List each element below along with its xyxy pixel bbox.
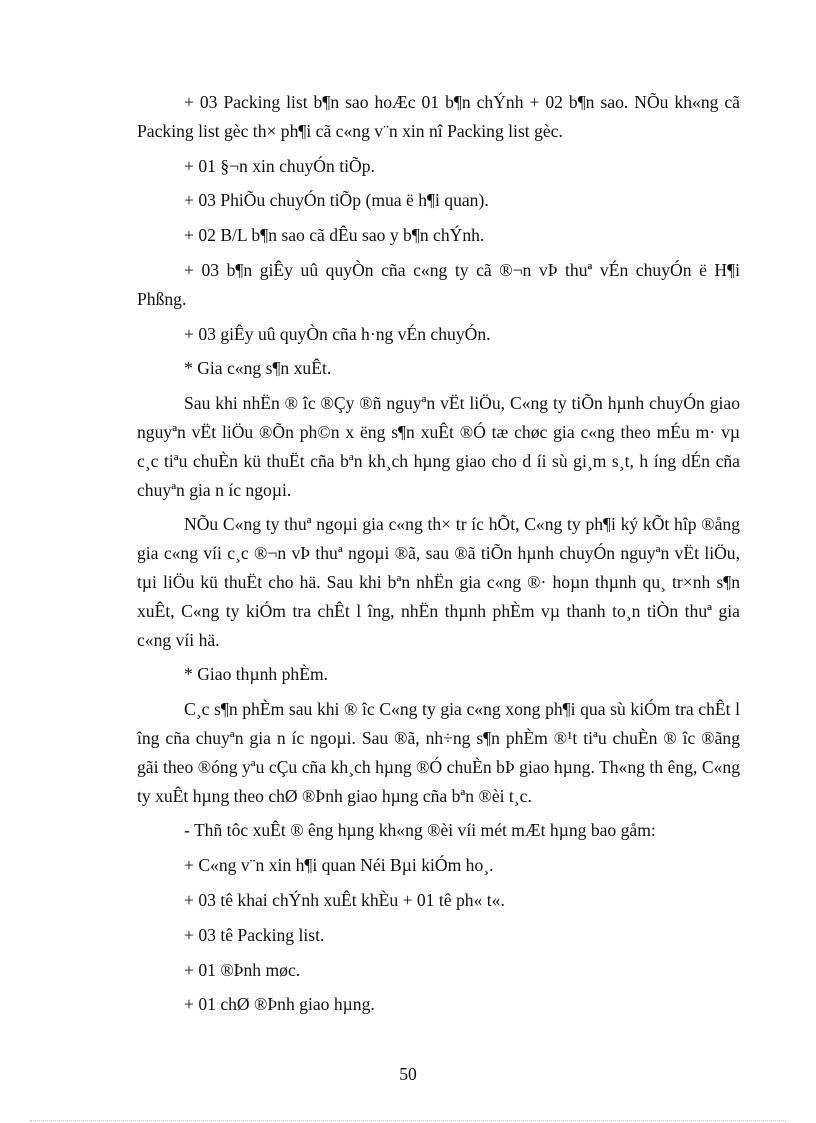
- list-item-export-declaration: + 03 tê khai chÝnh xuÊt khÈu + 01 tê ph« t«.: [184, 889, 505, 910]
- paragraph-bill-of-lading: + 02 B/L b¶n sao cã dÊu sao y b¶n chÝnh.: [184, 225, 485, 246]
- heading-product-delivery: * Giao thµnh phÈm.: [184, 664, 329, 685]
- document-body: [137, 88, 740, 1025]
- list-item-norm: + 01 ®Þnh møc.: [184, 959, 301, 980]
- heading-processing-production: * Gia c«ng s¶n xuÊt.: [184, 358, 332, 379]
- paragraph-transfer-voucher: + 03 PhiÕu chuyÓn tiÕp (mua ë h¶i quan).: [184, 190, 489, 211]
- page-number: 50: [399, 1064, 417, 1084]
- list-item-packing-list: + 03 tê Packing list.: [184, 924, 325, 945]
- list-item-delivery-instruction: + 01 chØ ®Þnh giao hµng.: [184, 994, 375, 1015]
- paragraph-transfer-application: + 01 §¬n xin chuyÓn tiÕp.: [184, 155, 375, 176]
- paragraph-materials-transfer: Sau khi nhËn ® îc ®Çy ®ñ nguyªn vËt liÖu, C«ng ty tiÕn hµnh chuyÓn giao nguyªn vËt liÖu ®Õn ph©n x ëng s¶n xuÊt ®Ó tæ chøc gia c«ng theo mÉu m· vµ c¸c tiªu chuÈn kü thuËt cña bªn kh¸ch hµng giao cho d íi sù gi¸m s¸t, h íng dÉn cña chuyªn gia n íc ngoµi.: [137, 393, 740, 500]
- paragraph-company-authorization: + 03 b¶n giÊy uû quyÒn cña c«ng ty cã ®¬n vÞ thuª vÉn chuyÓn ë H¶i Phßng.: [137, 259, 740, 309]
- list-item-customs-request: + C«ng v¨n xin h¶i quan Néi Bµi kiÓm ho¸.: [184, 855, 494, 876]
- footer-divider: [30, 1120, 786, 1121]
- paragraph-quality-inspection: C¸c s¶n phÈm sau khi ® îc C«ng ty gia c«ng xong ph¶i qua sù kiÓm tra chÊt l îng cña chuyªn gia n íc ngoµi. Sau ®ã, nh÷ng s¶n phÈm ®¹t tiªu chuÈn ® îc ®ãng gãi theo ®óng yªu cÇu cña kh¸ch hµng ®Ó chuÈn bÞ giao hµng. Th«ng th êng, C«ng ty xuÊt hµng theo chØ ®Þnh giao hµng cña bªn ®èi t¸c.: [137, 699, 740, 806]
- paragraph-carrier-authorization: + 03 giÊy uû quyÒn cña h·ng vÉn chuyÓn.: [184, 323, 491, 344]
- paragraph-outsourcing: NÕu C«ng ty thuª ngoµi gia c«ng th× tr íc hÕt, C«ng ty ph¶i ký kÕt hîp ®ång gia c«ng víi c¸c ®¬n vÞ thuª ngoµi ®ã, sau ®ã tiÕn hµnh chuyÓn nguyªn vËt liÖu, tµi liÖu kü thuËt cho hä. Sau khi bªn nhËn gia c«ng ®· hoµn thµnh qu¸ tr×nh s¶n xuÊt, C«ng ty kiÓm tra chÊt l îng, nhËn thµnh phÈm vµ thanh to¸n tiÒn thuª gia c«ng víi hä.: [137, 514, 740, 650]
- paragraph-packing-list: + 03 Packing list b¶n sao hoÆc 01 b¶n chÝnh + 02 b¶n sao. NÕu kh«ng cã Packing list gèc th× ph¶i cã c«ng v¨n xin nî Packing list gèc.: [137, 92, 740, 141]
- paragraph-air-export-procedure: - Thñ tôc xuÊt ® êng hµng kh«ng ®èi víi mét mÆt hµng bao gåm:: [184, 820, 656, 841]
